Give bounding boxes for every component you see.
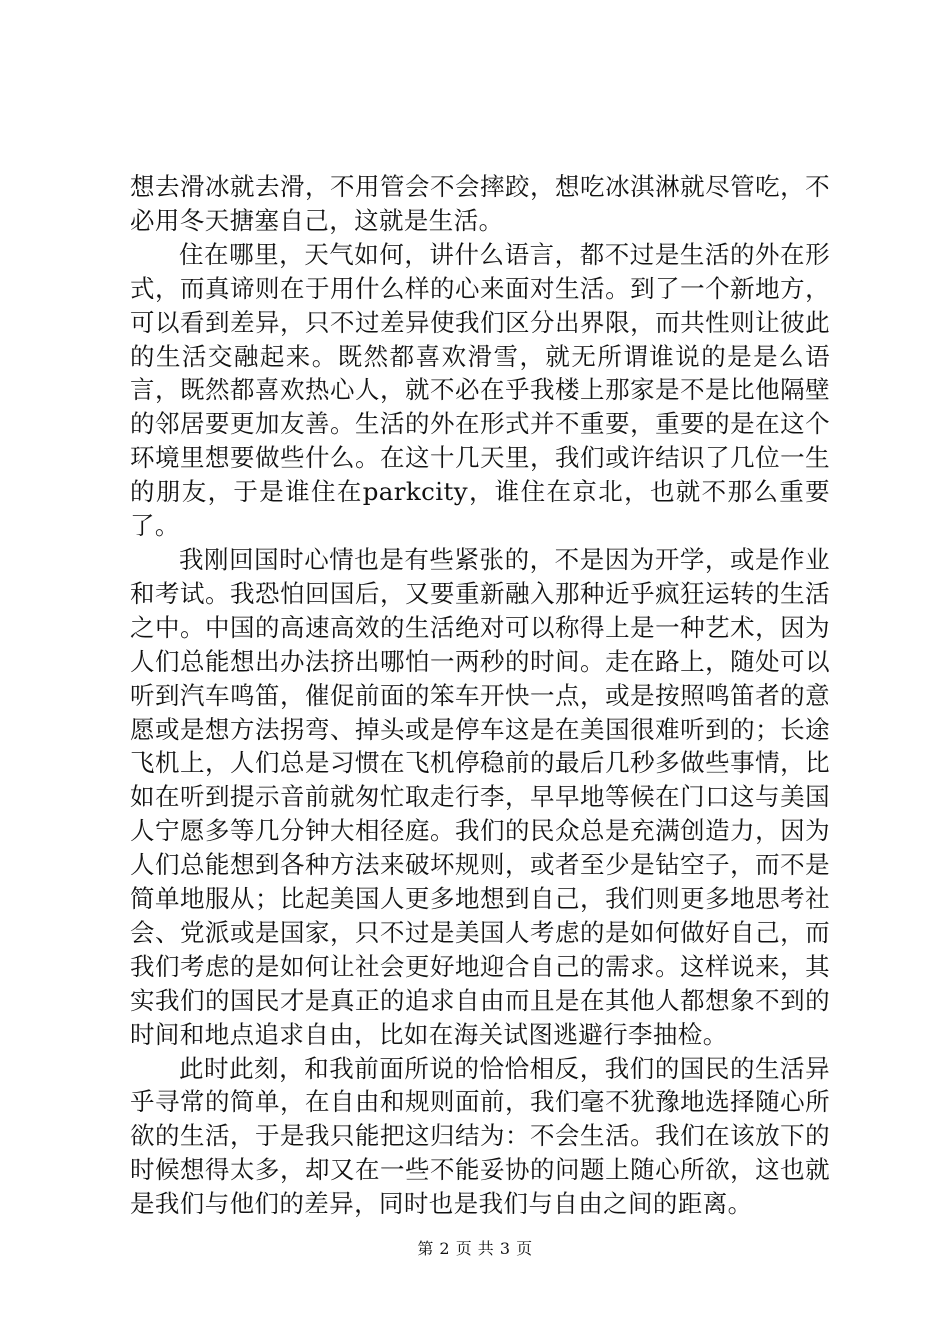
page-number-footer: 第 2 页 共 3 页 <box>417 1239 533 1258</box>
paragraph-4: 此时此刻，和我前面所说的恰恰相反，我们的国民的生活异乎寻常的简单，在自由和规则面前，我们毫不犹豫地选择随心所欲的生活，于是我只能把这归结为：不会生活。我们在该放下的时候想得太多，却又在一些不能妥协的问题上随心所欲，这也就是我们与他们的差异，同时也是我们与自由之间的距离。 <box>130 1053 830 1219</box>
paragraph-3: 我刚回国时心情也是有些紧张的，不是因为开学，或是作业和考试。我恐怕回国后，又要重新融入那种近乎疯狂运转的生活之中。中国的高速高效的生活绝对可以称得上是一种艺术，因为人们总能想出办法挤出哪怕一两秒的时间。走在路上，随处可以听到汽车鸣笛，催促前面的笨车开快一点，或是按照鸣笛者的意愿或是想方法拐弯、掉头或是停车这是在美国很难听到的；长途飞机上，人们总是习惯在飞机停稳前的最后几秒多做些事情，比如在听到提示音前就匆忙取走行李，早早地等候在门口这与美国人宁愿多等几分钟大相径庭。我们的民众总是充满创造力，因为人们总能想到各种方法来破坏规则，或者至少是钻空子，而不是简单地服从；比起美国人更多地想到自己，我们则更多地思考社会、党派或是国家，只不过是美国人考虑的是如何做好自己，而我们考虑的是如何让社会更好地迎合自己的需求。这样说来，其实我们的国民才是真正的追求自由而且是在其他人都想象不到的时间和地点追求自由，比如在海关试图逃避行李抽检。 <box>130 544 830 1049</box>
article-body <box>130 170 830 1221</box>
paragraph-1: 想去滑冰就去滑，不用管会不会摔跤，想吃冰淇淋就尽管吃，不必用冬天搪塞自己，这就是生活。 <box>130 172 830 235</box>
paragraph-2: 住在哪里，天气如何，讲什么语言，都不过是生活的外在形式，而真谛则在于用什么样的心来面对生活。到了一个新地方，可以看到差异，只不过差异使我们区分出界限，而共性则让彼此的生活交融起来。既然都喜欢滑雪，就无所谓谁说的是是么语言，既然都喜欢热心人，就不必在乎我楼上那家是不是比他隔壁的邻居要更加友善。生活的外在形式并不重要，重要的是在这个环境里想要做些什么。在这十几天里，我们或许结识了几位一生的朋友，于是谁住在parkcity，谁住在京北，也就不那么重要了。 <box>130 239 830 541</box>
